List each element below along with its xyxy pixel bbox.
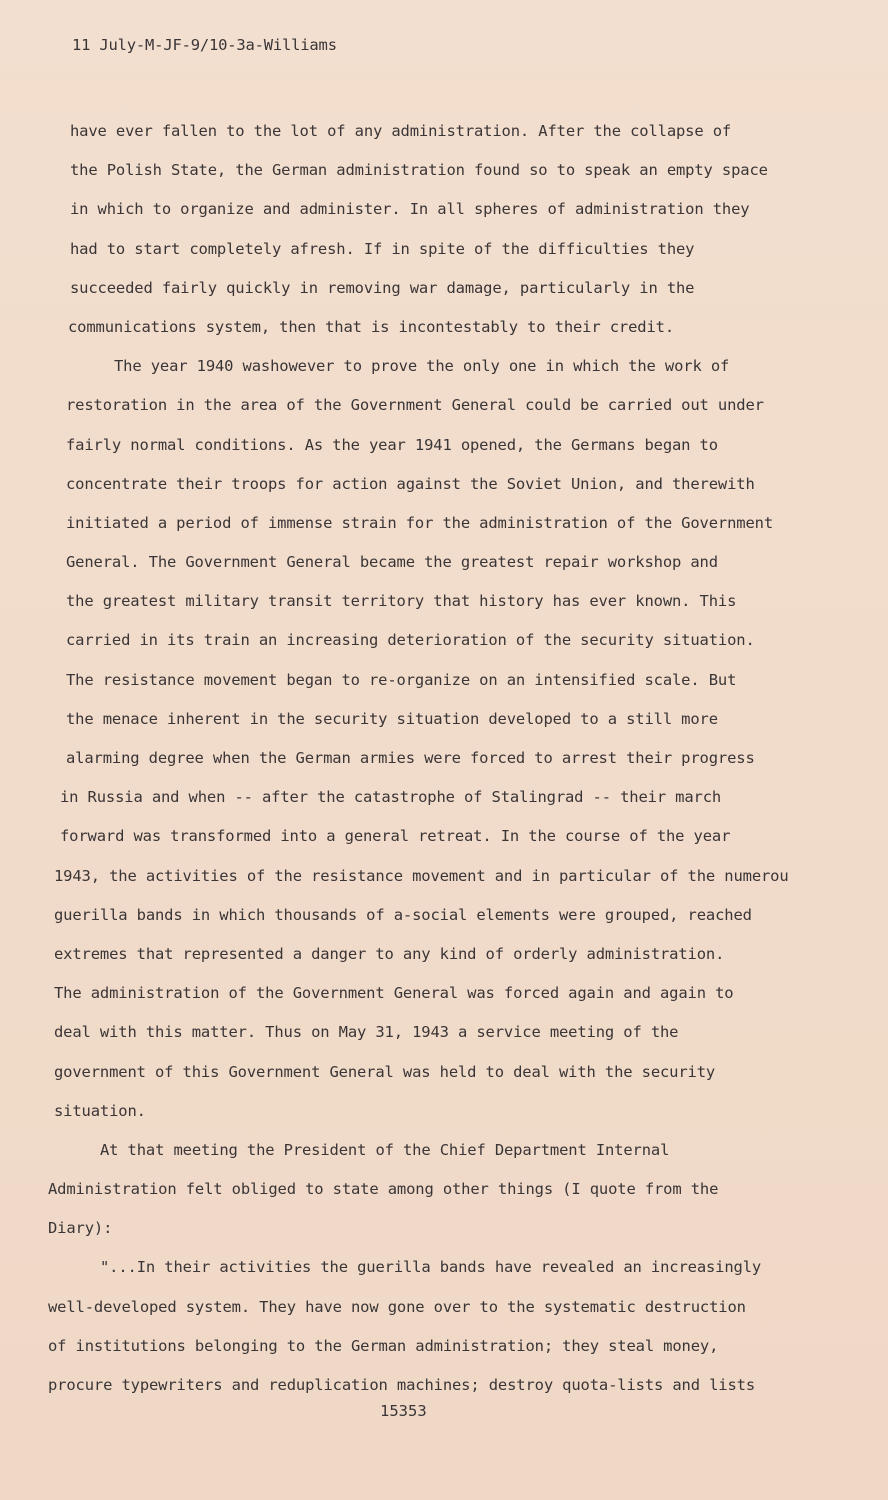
text-line: The administration of the Government General was forced again and again to bbox=[54, 984, 734, 1003]
text-line: alarming degree when the German armies were forced to arrest their progress bbox=[66, 749, 755, 767]
text-line: fairly normal conditions. As the year 1941 opened, the Germans began to bbox=[66, 435, 718, 454]
page-header-reference: 11 July-M-JF-9/10-3a-Williams bbox=[72, 36, 337, 54]
text-line: 1943, the activities of the resistance movement and in particular of the numerou bbox=[54, 866, 789, 885]
text-line: Administration felt obliged to state among other things (I quote from the bbox=[48, 1180, 719, 1199]
text-line: succeeded fairly quickly in removing war damage, particularly in the bbox=[70, 278, 695, 297]
text-line: of institutions belonging to the German administration; they steal money, bbox=[48, 1336, 719, 1355]
text-line: have ever fallen to the lot of any administration. After the collapse of bbox=[70, 122, 732, 140]
text-line: extremes that represented a danger to any kind of orderly administration. bbox=[54, 944, 725, 963]
text-line: situation. bbox=[54, 1101, 146, 1120]
text-line: The year 1940 washowever to prove the only one in which the work of bbox=[114, 357, 730, 376]
text-line: concentrate their troops for action against the Soviet Union, and therewith bbox=[66, 474, 755, 493]
text-line: Diary): bbox=[48, 1219, 113, 1238]
text-line: the menace inherent in the security situation developed to a still more bbox=[66, 709, 718, 728]
text-line: forward was transformed into a general retreat. In the course of the year bbox=[60, 827, 731, 846]
text-line: procure typewriters and reduplication machines; destroy quota-lists and lists bbox=[48, 1376, 755, 1394]
text-line: At that meeting the President of the Chief Department Internal bbox=[100, 1140, 670, 1159]
text-line: restoration in the area of the Government General could be carried out under bbox=[66, 396, 764, 415]
text-line: the Polish State, the German administration found so to speak an empty space bbox=[70, 161, 768, 180]
text-line: deal with this matter. Thus on May 31, 1943 a service meeting of the bbox=[54, 1023, 679, 1042]
text-line: initiated a period of immense strain for the administration of the Government bbox=[66, 513, 773, 532]
body-text bbox=[48, 112, 826, 1405]
text-line: communications system, then that is incontestably to their credit. bbox=[68, 317, 674, 336]
text-line: carried in its train an increasing deterioration of the security situation. bbox=[66, 631, 755, 650]
text-line: well-developed system. They have now gone over to the systematic destruction bbox=[48, 1297, 746, 1316]
text-line: guerilla bands in which thousands of a-social elements were grouped, reached bbox=[54, 905, 752, 924]
text-line: the greatest military transit territory that history has ever known. This bbox=[66, 592, 737, 611]
text-line: in which to organize and administer. In all spheres of administration they bbox=[70, 200, 750, 219]
text-line: General. The Government General became the greatest repair workshop and bbox=[66, 553, 718, 572]
text-line: The resistance movement began to re-organize on an intensified scale. But bbox=[66, 670, 737, 689]
page-number: 15353 bbox=[380, 1402, 427, 1420]
text-line: in Russia and when -- after the catastrophe of Stalingrad -- their march bbox=[60, 788, 722, 807]
text-line: government of this Government General was held to deal with the security bbox=[54, 1062, 716, 1081]
text-line: "...In their activities the guerilla bands have revealed an increasingly bbox=[100, 1258, 762, 1277]
text-line: had to start completely afresh. If in spite of the difficulties they bbox=[70, 239, 695, 258]
